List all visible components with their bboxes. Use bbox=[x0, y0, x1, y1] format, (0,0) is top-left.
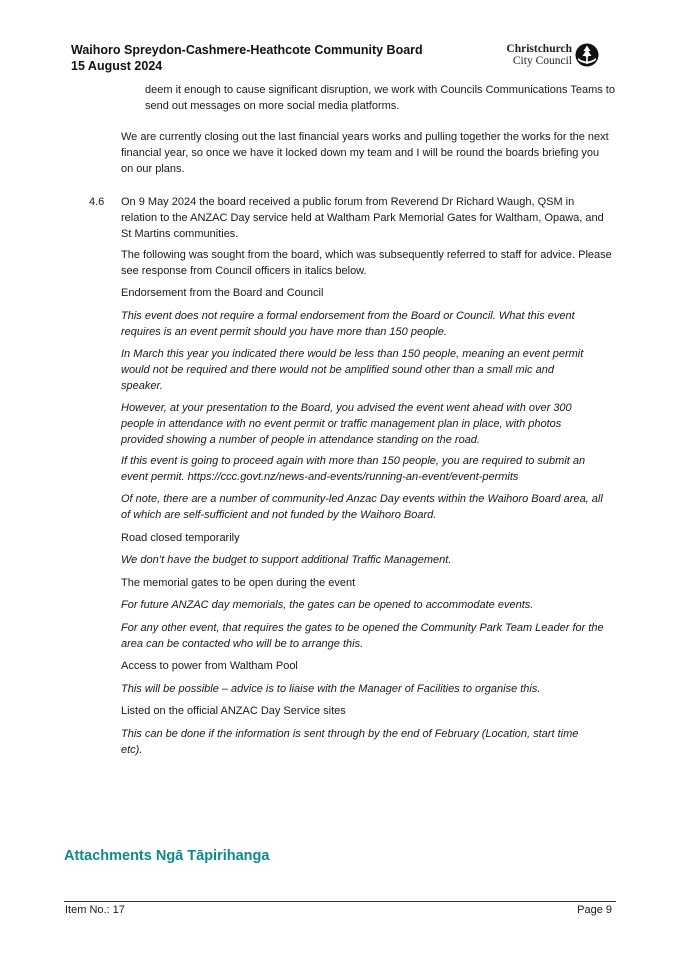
response-endorsement-e: Of note, there are a number of community-led Anzac Day events within the Waihoro Board area, all of which are self-sufficient and not funded by the Waihoro Board. bbox=[121, 493, 603, 521]
logo-line-1: Christchurch bbox=[506, 43, 572, 55]
logo-text bbox=[498, 43, 572, 67]
board-name: Waihoro Spreydon-Cashmere-Heathcote Community Board bbox=[71, 43, 423, 57]
footer-page-number: Page 9 bbox=[577, 904, 612, 916]
page-header bbox=[71, 42, 423, 74]
request-power-access: Access to power from Waltham Pool bbox=[121, 660, 298, 672]
footer-divider bbox=[64, 901, 616, 902]
item-number: 4.6 bbox=[89, 196, 105, 208]
request-road-closed: Road closed temporarily bbox=[121, 532, 240, 544]
request-endorsement: Endorsement from the Board and Council bbox=[121, 287, 324, 299]
item-text: On 9 May 2024 the board received a public forum from Reverend Dr Richard Waugh, QSM in relation to the ANZAC Day service held at Waltham Park Memorial Gates for Waltham, Opawa, and St Martins communities. bbox=[121, 196, 604, 240]
meeting-date: 15 August 2024 bbox=[71, 59, 163, 73]
response-memorial-gates-a: For future ANZAC day memorials, the gates can be opened to accommodate events. bbox=[121, 599, 534, 611]
paragraph-closing-works: We are currently closing out the last financial years works and pulling together the works for the next financial year, so once we have it locked down my team and I will be round the boards briefing you on our plans. bbox=[121, 131, 609, 175]
response-official-listing: This can be done if the information is sent through by the end of February (Location, start time etc). bbox=[121, 728, 579, 756]
council-logo bbox=[498, 43, 610, 67]
logo-line-2: City Council bbox=[512, 55, 572, 67]
response-power-access: This will be possible – advice is to liaise with the Manager of Facilities to organise this. bbox=[121, 683, 541, 695]
response-memorial-gates-b: For any other event, that requires the gates to be opened the Community Park Team Leader for the area can be contacted who will be to arrange this. bbox=[121, 622, 604, 650]
paragraph-continuation: deem it enough to cause significant disruption, we work with Councils Communications Teams to send out messages on more social media platforms. bbox=[145, 84, 615, 112]
response-endorsement-c: However, at your presentation to the Board, you advised the event went ahead with over 300 people in attendance with no event permit or traffic management plan in place, with photos provided showing a number of people in attendance standing on the road. bbox=[121, 402, 572, 446]
response-road-closed: We don’t have the budget to support additional Traffic Management. bbox=[121, 554, 452, 566]
attachments-heading: Attachments Ngā Tāpirihanga bbox=[64, 848, 270, 864]
request-memorial-gates: The memorial gates to be open during the event bbox=[121, 577, 356, 589]
footer-item-number: Item No.: 17 bbox=[65, 904, 125, 916]
response-endorsement-b: In March this year you indicated there would be less than 150 people, meaning an event permit would not be required and there would not be amplified sound other than a small mic and speaker. bbox=[121, 348, 584, 392]
sought-paragraph: The following was sought from the board, which was subsequently referred to staff for advice. Please see response from Council officers in italics below. bbox=[121, 249, 612, 277]
response-endorsement-d: If this event is going to proceed again with more than 150 people, you are required to submit an event permit. https://ccc.govt.nz/news-and-events/running-an-event/event-permits bbox=[121, 455, 586, 483]
response-endorsement-a: This event does not require a formal endorsement from the Board or Council. What this event requires is an event permit should you have more than 150 people. bbox=[121, 310, 575, 338]
request-official-listing: Listed on the official ANZAC Day Service sites bbox=[121, 705, 346, 717]
ccc-leaf-logo-icon bbox=[575, 43, 599, 67]
